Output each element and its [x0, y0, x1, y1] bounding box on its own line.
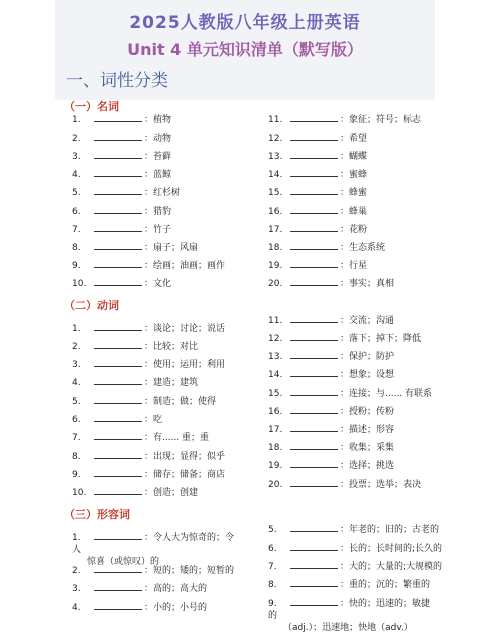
entry-meaning: ：想象；设想 — [340, 370, 395, 380]
verbs-heading: （二）动词 — [64, 299, 119, 312]
answer-blank[interactable] — [290, 167, 338, 177]
entry-meaning: ：选择；挑选 — [340, 461, 395, 471]
vocab-entry — [72, 240, 198, 254]
entry-meaning: ：保护；防护 — [340, 352, 395, 362]
entry-number: 20. — [268, 279, 283, 289]
entry-number: 17. — [268, 425, 283, 435]
vocab-entry — [268, 240, 385, 254]
entry-meaning: ：交流；沟通 — [340, 316, 395, 326]
entry-number: 4. — [72, 603, 81, 613]
entry-meaning: ：连接；与...... 有联系 — [340, 389, 433, 399]
vocab-entry — [72, 449, 225, 463]
entry-number: 4. — [72, 378, 81, 388]
nouns-heading: （一）名词 — [64, 100, 119, 113]
vocab-entry — [72, 581, 207, 595]
entry-meaning: ：有...... 重；重 — [144, 433, 210, 443]
entry-number: 10. — [72, 279, 87, 289]
entry-meaning: ：制造；做；使得 — [144, 397, 217, 407]
vocab-entry — [72, 167, 171, 181]
entry-meaning: ：蜂巢 — [340, 207, 368, 217]
entry-meaning: ：苔藓 — [144, 152, 172, 162]
entry-meaning: ：短的；矮的；短暂的 — [144, 566, 235, 576]
entry-meaning: ：希望 — [340, 134, 368, 144]
entry-meaning-continued: 惊喜（或惊叹）的 — [87, 557, 160, 567]
entry-number: 1. — [72, 533, 81, 543]
page-title: 2025人教版八年级上册英语 — [129, 13, 361, 33]
entry-number: 8. — [72, 452, 81, 462]
vocab-entry — [72, 430, 209, 444]
entry-meaning: ：花粉 — [340, 225, 368, 235]
entry-number: 7. — [72, 433, 81, 443]
entry-meaning: ：文化 — [144, 279, 172, 289]
entry-number: 9. — [72, 261, 81, 271]
vocab-entry — [268, 386, 432, 400]
entry-meaning: ：吃 — [144, 415, 163, 425]
entry-number: 5. — [72, 397, 81, 407]
entry-meaning: ：动物 — [144, 134, 172, 144]
answer-blank[interactable] — [94, 131, 142, 141]
vocab-entry — [72, 131, 171, 145]
adjectives-heading: （三）形容词 — [64, 508, 130, 521]
entry-number: 12. — [268, 334, 283, 344]
answer-blank[interactable] — [94, 240, 142, 250]
answer-blank[interactable] — [290, 440, 338, 450]
entry-number: 4. — [72, 170, 81, 180]
header-band — [55, 0, 435, 100]
vocab-entry — [72, 357, 225, 371]
vocab-entry — [72, 485, 198, 499]
entry-meaning: ：落下；掉下；降低 — [340, 334, 422, 344]
answer-blank[interactable] — [290, 185, 338, 195]
entry-number: 11. — [268, 316, 283, 326]
vocab-entry — [72, 563, 234, 577]
answer-blank[interactable] — [290, 313, 338, 323]
entry-meaning: ：象征；符号；标志 — [340, 115, 422, 125]
entry-number: 14. — [268, 370, 283, 380]
entry-meaning: ：蓝鲸 — [144, 170, 172, 180]
answer-blank[interactable] — [94, 563, 142, 573]
answer-blank[interactable] — [290, 258, 338, 268]
answer-blank[interactable] — [94, 600, 142, 610]
answer-blank[interactable] — [290, 404, 338, 414]
vocab-entry — [72, 112, 171, 126]
entry-meaning: ：授粉；传粉 — [340, 407, 395, 417]
entry-number: 16. — [268, 207, 283, 217]
answer-blank[interactable] — [94, 357, 142, 367]
vocab-entry — [72, 394, 216, 408]
answer-blank[interactable] — [290, 541, 338, 551]
vocab-entry — [268, 404, 394, 418]
answer-blank[interactable] — [290, 222, 338, 232]
answer-blank[interactable] — [290, 349, 338, 359]
vocab-entry — [72, 375, 198, 389]
entry-meaning: ：事实；真相 — [340, 279, 395, 289]
entry-number: 18. — [268, 443, 283, 453]
answer-blank[interactable] — [94, 375, 142, 385]
vocab-entry — [268, 258, 367, 272]
vocab-entry — [268, 204, 367, 218]
answer-blank[interactable] — [290, 204, 338, 214]
answer-blank[interactable] — [94, 149, 142, 159]
entry-meaning: ：小的；小号的 — [144, 603, 208, 613]
answer-blank[interactable] — [94, 339, 142, 349]
entry-number: 8. — [268, 580, 277, 590]
entry-meaning: ：出现；显得；似乎 — [144, 452, 226, 462]
entry-number: 15. — [268, 389, 283, 399]
entry-number: 12. — [268, 134, 283, 144]
answer-blank[interactable] — [94, 222, 142, 232]
entry-number: 2. — [72, 134, 81, 144]
answer-blank[interactable] — [94, 321, 142, 331]
entry-number: 15. — [268, 188, 283, 198]
vocab-entry — [268, 541, 442, 555]
entry-meaning: ：投票；选举；表决 — [340, 480, 422, 490]
vocab-entry — [72, 185, 180, 199]
entry-number: 11. — [268, 115, 283, 125]
vocab-entry — [72, 321, 225, 335]
entry-number: 9. — [268, 599, 277, 609]
answer-blank[interactable] — [290, 331, 338, 341]
answer-blank[interactable] — [94, 112, 142, 122]
vocab-entry — [72, 204, 171, 218]
vocab-entry — [268, 422, 394, 436]
entry-meaning: ：蝴蝶 — [340, 152, 368, 162]
entry-meaning: ：重的；沉的；繁重的 — [340, 580, 431, 590]
entry-number: 1. — [72, 324, 81, 334]
vocab-entry — [72, 258, 225, 272]
answer-blank[interactable] — [94, 485, 142, 495]
vocab-entry — [72, 339, 198, 353]
vocab-entry — [72, 600, 207, 614]
entry-number: 9. — [72, 470, 81, 480]
entry-meaning: ：植物 — [144, 115, 172, 125]
entry-number: 5. — [72, 188, 81, 198]
entry-meaning: ：蜜蜂 — [340, 170, 368, 180]
vocab-entry — [268, 522, 439, 536]
entry-number: 1. — [72, 115, 81, 125]
entry-number: 5. — [268, 525, 277, 535]
entry-meaning: ：竹子 — [144, 225, 172, 235]
entry-meaning: ：创造；创建 — [144, 488, 199, 498]
entry-number: 18. — [268, 243, 283, 253]
answer-blank[interactable] — [94, 530, 142, 540]
vocab-entry — [268, 596, 438, 634]
vocab-entry — [268, 477, 421, 491]
page-subtitle: Unit 4 单元知识清单（默写版） — [127, 40, 363, 59]
entry-meaning: ：年老的；旧的；古老的 — [340, 525, 440, 535]
entry-meaning: ：令人大为惊奇的；令人 — [72, 533, 235, 555]
entry-number: 7. — [268, 562, 277, 572]
answer-blank[interactable] — [290, 522, 338, 532]
answer-blank[interactable] — [290, 458, 338, 468]
entry-meaning: ：比较；对比 — [144, 342, 199, 352]
entry-meaning: ：扇子；风扇 — [144, 243, 199, 253]
entry-number: 3. — [72, 360, 81, 370]
vocab-entry — [268, 577, 430, 591]
entry-meaning: ：建造；建筑 — [144, 378, 199, 388]
answer-blank[interactable] — [94, 394, 142, 404]
vocab-entry — [72, 276, 171, 290]
vocab-entry — [268, 367, 394, 381]
vocab-entry — [268, 313, 394, 327]
entry-number: 19. — [268, 261, 283, 271]
answer-blank[interactable] — [290, 131, 338, 141]
vocab-entry — [268, 185, 367, 199]
answer-blank[interactable] — [94, 467, 142, 477]
entry-meaning: ：快的；迅速的；敏捷的 — [268, 599, 431, 621]
answer-blank[interactable] — [290, 596, 338, 606]
vocab-entry — [72, 412, 162, 426]
entry-meaning-continued: （adj.）；迅速地；快地（adv.） — [283, 623, 413, 633]
entry-meaning: ：储存；储备；商店 — [144, 470, 226, 480]
entry-meaning: ：谈论；讨论；说话 — [144, 324, 226, 334]
entry-meaning: ：生态系统 — [340, 243, 386, 253]
entry-number: 6. — [72, 207, 81, 217]
answer-blank[interactable] — [94, 430, 142, 440]
vocab-entry — [268, 349, 394, 363]
answer-blank[interactable] — [94, 185, 142, 195]
entry-meaning: ：行星 — [340, 261, 368, 271]
answer-blank[interactable] — [94, 167, 142, 177]
entry-meaning: ：红杉树 — [144, 188, 181, 198]
answer-blank[interactable] — [290, 112, 338, 122]
entry-meaning: ：蜂蜜 — [340, 188, 368, 198]
entry-number: 10. — [72, 488, 87, 498]
vocab-entry — [268, 112, 421, 126]
entry-meaning: ：高的；高大的 — [144, 584, 208, 594]
answer-blank[interactable] — [94, 581, 142, 591]
section-title: 一、词性分类 — [66, 71, 168, 91]
entry-meaning: ：绘画；油画；画作 — [144, 261, 226, 271]
vocab-entry — [268, 458, 394, 472]
answer-blank[interactable] — [94, 449, 142, 459]
answer-blank[interactable] — [290, 240, 338, 250]
entry-meaning: ：使用；运用；利用 — [144, 360, 226, 370]
entry-meaning: ：长的；长时间的;长久的 — [340, 544, 443, 554]
entry-number: 3. — [72, 152, 81, 162]
vocab-entry — [268, 131, 367, 145]
vocab-entry — [72, 467, 225, 481]
entry-meaning: ：收集；采集 — [340, 443, 395, 453]
entry-number: 16. — [268, 407, 283, 417]
vocab-entry — [72, 222, 171, 236]
entry-number: 2. — [72, 566, 81, 576]
entry-number: 17. — [268, 225, 283, 235]
entry-meaning: ：猎豹 — [144, 207, 172, 217]
entry-number: 8. — [72, 243, 81, 253]
vocab-entry — [268, 149, 367, 163]
entry-number: 14. — [268, 170, 283, 180]
entry-number: 13. — [268, 352, 283, 362]
answer-blank[interactable] — [290, 367, 338, 377]
answer-blank[interactable] — [94, 412, 142, 422]
entry-number: 3. — [72, 584, 81, 594]
answer-blank[interactable] — [94, 258, 142, 268]
entry-number: 2. — [72, 342, 81, 352]
vocab-entry — [268, 440, 394, 454]
answer-blank[interactable] — [290, 422, 338, 432]
answer-blank[interactable] — [290, 149, 338, 159]
vocab-entry — [268, 167, 367, 181]
answer-blank[interactable] — [94, 276, 142, 286]
entry-number: 7. — [72, 225, 81, 235]
entry-number: 20. — [268, 480, 283, 490]
vocab-entry — [268, 276, 394, 290]
vocab-entry — [268, 222, 367, 236]
entry-number: 19. — [268, 461, 283, 471]
entry-number: 6. — [268, 544, 277, 554]
vocab-entry — [72, 149, 171, 163]
vocab-entry — [268, 559, 442, 573]
answer-blank[interactable] — [290, 276, 338, 286]
entry-meaning: ：描述；形容 — [340, 425, 395, 435]
entry-meaning: ：大的；大量的;大规模的 — [340, 562, 443, 572]
answer-blank[interactable] — [290, 477, 338, 487]
answer-blank[interactable] — [290, 577, 338, 587]
answer-blank[interactable] — [290, 559, 338, 569]
answer-blank[interactable] — [94, 204, 142, 214]
answer-blank[interactable] — [290, 386, 338, 396]
entry-number: 6. — [72, 415, 81, 425]
entry-number: 13. — [268, 152, 283, 162]
vocab-entry — [268, 331, 421, 345]
